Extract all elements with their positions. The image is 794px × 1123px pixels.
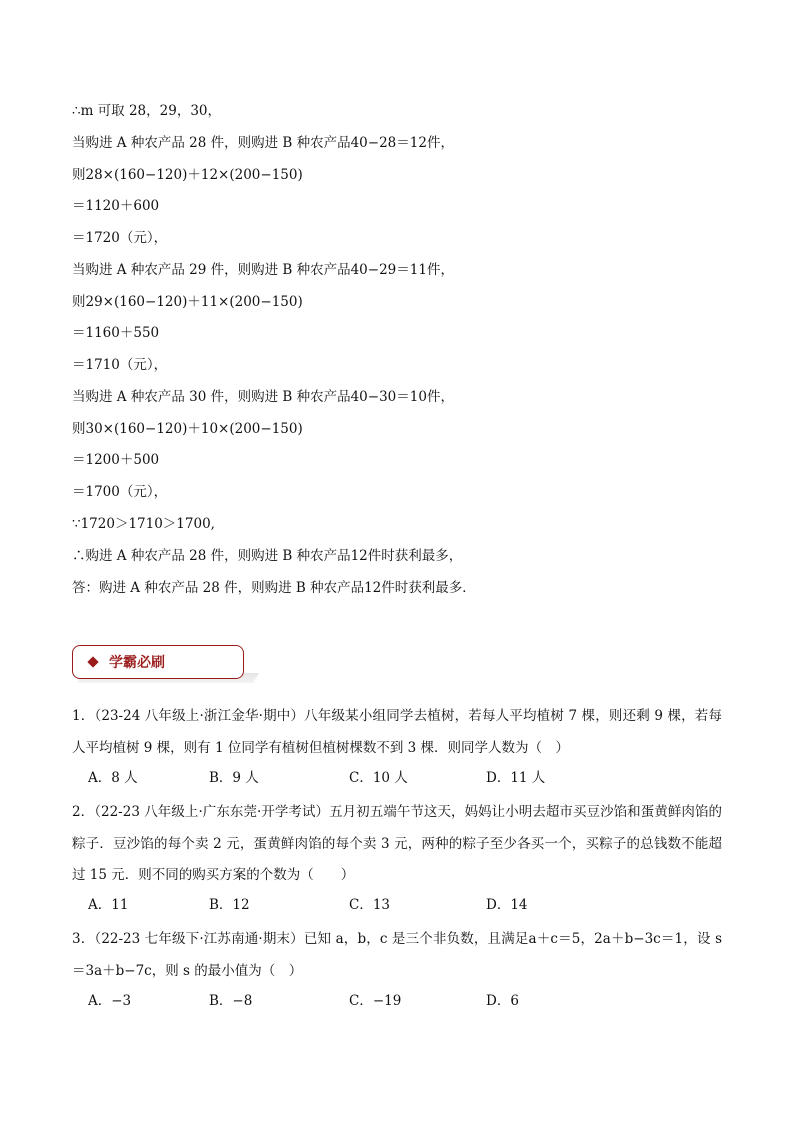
solution-line: 当购进 A 种农产品 28 件，则购进 B 种农产品40−28＝12件， [72, 135, 454, 151]
solution-line: ＝1700（元）， [72, 484, 168, 500]
question-text: 3．（22-23 七年级下·江苏南通·期末）已知 a，b，c 是三个非负数，且满足a＋c＝5，2a＋b−3c＝1，设 s＝3a＋b−7c，则 s 的最小值为（ ） [72, 931, 722, 979]
section-banner-content [73, 646, 243, 678]
solution-line: ∵1720＞1710＞1700, [72, 516, 215, 532]
solution-line: 则28×(160−120)＋12×(200−150) [72, 167, 303, 183]
section-title: 学霸必刷 [109, 655, 165, 671]
option-d: D．6 [486, 993, 519, 1009]
question-options [88, 992, 708, 1010]
option-d: D．14 [486, 897, 528, 913]
solution-line: ＝1720（元）， [72, 230, 168, 246]
option-c: C．−19 [349, 993, 402, 1009]
option-c: C．13 [349, 897, 391, 913]
solution-line: 则30×(160−120)＋10×(200−150) [72, 421, 303, 437]
solution-line: 则29×(160−120)＋11×(200−150) [72, 294, 303, 310]
option-c: C．10 人 [349, 770, 408, 786]
question-text: 1．（23-24 八年级上·浙江金华·期中）八年级某小组同学去植树，若每人平均植树 7 棵，则还剩 9 棵，若每人平均植树 9 棵，则有 1 位同学有植树但植树棵数不到 3 棵．则同学人数为（ ） [72, 708, 722, 756]
option-b: B．12 [209, 897, 250, 913]
solution-line: 答：购进 A 种农产品 28 件，则购进 B 种农产品12件时获利最多． [72, 580, 476, 596]
solution-line: 当购进 A 种农产品 29 件，则购进 B 种农产品40−29＝11件， [72, 262, 454, 278]
solution-line: ＝1120＋600 [72, 198, 160, 214]
section-banner [72, 645, 244, 679]
solution-line: 当购进 A 种农产品 30 件，则购进 B 种农产品40−30＝10件， [72, 389, 454, 405]
option-b: B．9 人 [209, 770, 259, 786]
solution-line: ∴购进 A 种农产品 28 件，则购进 B 种农产品12件时获利最多， [72, 548, 463, 564]
question-text: 2．（22-23 八年级上·广东东莞·开学考试）五月初五端午节这天，妈妈让小明去超市买豆沙馅和蛋黄鲜肉馅的粽子．豆沙馅的每个卖 2 元，蛋黄鲜肉馅的每个卖 3 元，两种的粽子至少各买一个，买粽子的总钱数不能超过 15 元．则不同的购买方案的个数为（ ） [72, 804, 722, 883]
question-options [88, 896, 708, 914]
diamond-bullet-icon [87, 656, 98, 667]
option-a: A．11 [88, 897, 129, 913]
solution-line: ＝1710（元）， [72, 357, 168, 373]
solution-line: ＝1200＋500 [72, 452, 160, 468]
option-a: A．−3 [88, 993, 132, 1009]
option-d: D．11 人 [486, 770, 546, 786]
option-b: B．−8 [209, 993, 253, 1009]
solution-line: ＝1160＋550 [72, 325, 160, 341]
question-options [88, 769, 708, 787]
option-a: A．8 人 [88, 770, 138, 786]
solution-line: ∴m 可取 28，29，30， [72, 103, 222, 119]
